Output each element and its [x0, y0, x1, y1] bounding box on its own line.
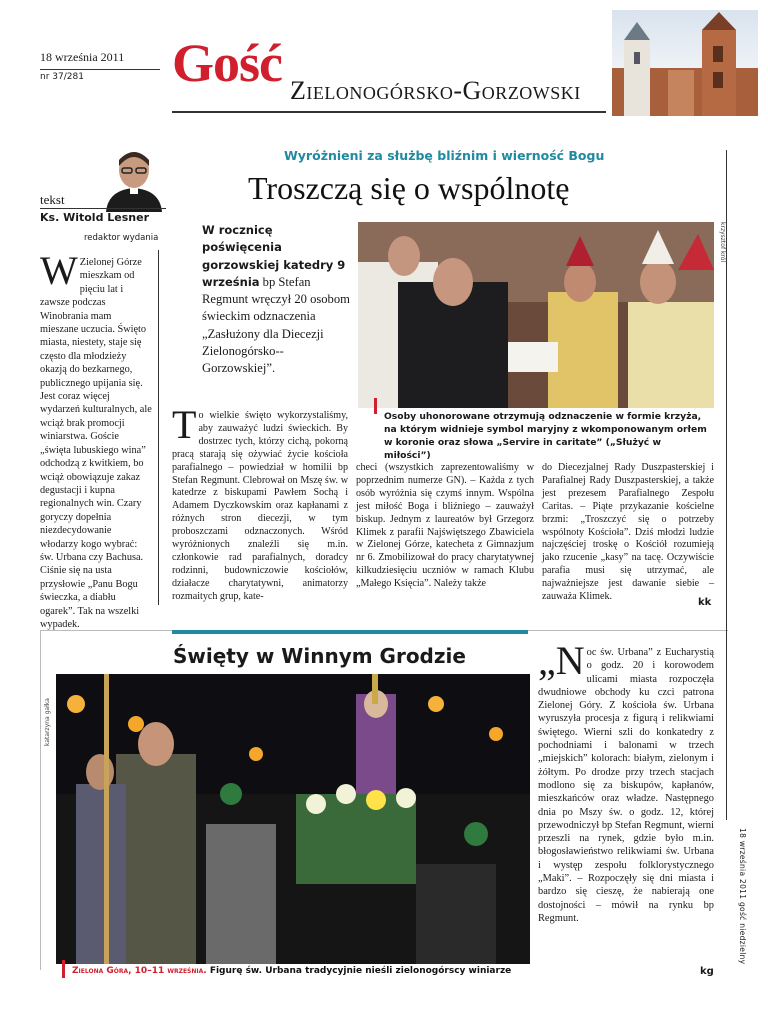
issue-date: 18 września 2011 [40, 50, 125, 64]
article-kicker: Wyróżnieni za służbę bliźnim i wierność Bogu [284, 148, 605, 163]
article-column-3: do Diecezjalnej Rady Duszpasterskiej i Parafialnej Rady Duszpasterskiej, a także jest prezesem Parafialnego Zespołu Caritas. – Piąte przykazanie kościelne brzmi: „Troszczyć się o potrzeby wspólnoty Kościoła”. Dziś młodzi ludzie najczęściej troskę o Kościół rozumieją jako rzucenie „kasy” na tacę. Oczywiście parafia musi się utrzymać, ale najważniejsze jest dawanie siebie – zauważa Klimek. [542, 462, 714, 603]
article-lead-text: bp Stefan Regmunt wręczył 20 osobom świeckim odznaczenia „Zasłużony dla Diecezji Zielonogórsko--Gorzowskiej”. [202, 274, 350, 376]
folio-rule [726, 150, 727, 820]
article-column-1 [172, 402, 348, 604]
section-dropcap: „N [538, 638, 585, 683]
article-lead-bold: W rocznicę poświęcenia gorzowskiej katedry 9 września [202, 223, 346, 289]
caption-place: Zielona Góra, 10–11 września. [72, 966, 207, 976]
article-column-1-text: o wielkie święto wykorzystaliśmy, aby zauważyć ludzi świeckich. By dostrzec tych, którzy cichą, pokorną pracą starają się ożywiać życie kościoła parafialnego – powiedział w homilii bp Stefan Regmunt. Clebrował on Mszę św. w katedrze z biskupami Pawłem Sochą i Adamem Dyczkowskim oraz kapłanami z różnych stron diecezji, w tym proboszczami odznaczonych. Wśród wyróżnionych znaleźli się m.in. członkowie rad parafialnych, doradcy rodzinni, budowniczowie kościołów, działacze charytatywni, animatorzy rozmaitych grup, kate- [172, 410, 348, 602]
caption-text: Figurę św. Urbana tradycyjnie nieśli zielonogórscy winiarze [206, 966, 512, 976]
issue-date-rule [40, 69, 160, 70]
article-dropcap: T [172, 402, 197, 447]
photo-caption-2 [72, 966, 511, 976]
photo-caption: Osoby uhonorowane otrzymują odznaczenie w formie krzyża, na którym widnieje symbol maryjny z wkomponowanym orłem w koronie oraz słowa „Servire in caritate” („Służyć w miłości”) [384, 411, 707, 461]
author-signature: kk [698, 597, 712, 608]
caption-marker [374, 398, 377, 414]
article-headline: Troszczą się o wspólnotę [248, 170, 570, 206]
editorial-dropcap: W [40, 248, 78, 293]
ceremony-photo [358, 222, 714, 408]
logo-gosc: Gość [172, 33, 282, 93]
header-rule [172, 111, 606, 113]
issue-number: nr 37/281 [40, 72, 84, 82]
article-column-2: checi (wszystkich zaprezentowaliśmy w poprzednim numerze GN). – Każda z tych osób wyróżnia się czymś innym. Wspólna jest miłość Boga i bliźniego – zauważył biskup. Jednym z laureatów był Grzegorz Klimek z parafii Najświętszego Zbawiciela w Zielonej Górze, katecheta z Gimnazjum nr 6. Zmobilizował do pracy charytatywnej kilkudziesięciu uczniów w ramach Klubu „Małego Księcia”. Należy także [356, 462, 534, 590]
logo-region: Zielonogórsko-Gorzowski [290, 76, 581, 105]
editorial-text [40, 248, 152, 631]
byline-label: tekst [40, 192, 65, 207]
photo-credit: krzysztof król [719, 222, 726, 263]
article-lead [202, 222, 350, 378]
section-body-text: oc św. Urbana” z Eucharystią o godz. 20 i korowodem ulicami miasta rozpoczęła dwudniowe obchody ku czci patrona Zielonej Góry. Z kościoła św. Urbana wyruszyła procesja z figurą i relikwiami świętego. Wierni szli do konkatedry z pochodniami i balonami w trzech „miejskich” kolorach: białym, zielonym i żółtym. Po drodze przy trzech stacjach modlono się za biskupów, kapłanów, mieszkańców oraz władze. Następnego dnia po Mszy św. o godz. 12, której przewodniczył bp Stefan Regmunt, wierni przeszli na rynek, gdzie było m.in. błogosławieństwo relikwiami św. Urbana i występ zespołu folklorystycznego „Maki”. – Rozpoczęły się dni miasta i bardzo się cieszę, że nabierają one dostojności – mówił na rynku bp Regmunt. [538, 647, 714, 924]
header-church-photo [612, 10, 758, 116]
section-accent-bar [172, 630, 528, 634]
section-frame-left [40, 630, 41, 970]
author-photo [100, 144, 168, 212]
section-body [538, 638, 714, 925]
sidebar-divider [158, 250, 159, 605]
author-role: redaktor wydania [84, 233, 159, 243]
section-headline: Święty w Winnym Grodzie [173, 644, 466, 668]
caption-marker-2 [62, 960, 65, 978]
author-signature-2: kg [700, 966, 714, 977]
page-folio: 18 września 2011 gość niedzielny [738, 828, 747, 965]
procession-photo [56, 674, 530, 964]
editorial-body: Zielonej Górze mieszkam od pięciu lat i zawsze podczas Winobrania mam mieszane uczucia. Święto miasta, niestety, staje się często dla młodzieży okazją do bezkarnego, publicznego upijania się. Jest coraz więcej wydarzeń kulturalnych, ale wciąż brak promocji winiarstwa. Goście „święta lubuskiego wina” odchodzą z kwitkiem, bo wciąż obowiązuje zakaz degustacji i kupna regionalnych win. Czary goryczy dopełnia niezdecydowanie włodarzy kogo wybrać: św. Urbana czy Bachusa. Ciśnie się na usta przysłowie „Panu Bogu świeczka, a diabłu ogarek”. Tak na wszelki wypadek. [40, 257, 152, 630]
author-name: Ks. Witold Lesner [40, 208, 166, 224]
photo-credit-2: katarzyna gałka [44, 698, 51, 746]
